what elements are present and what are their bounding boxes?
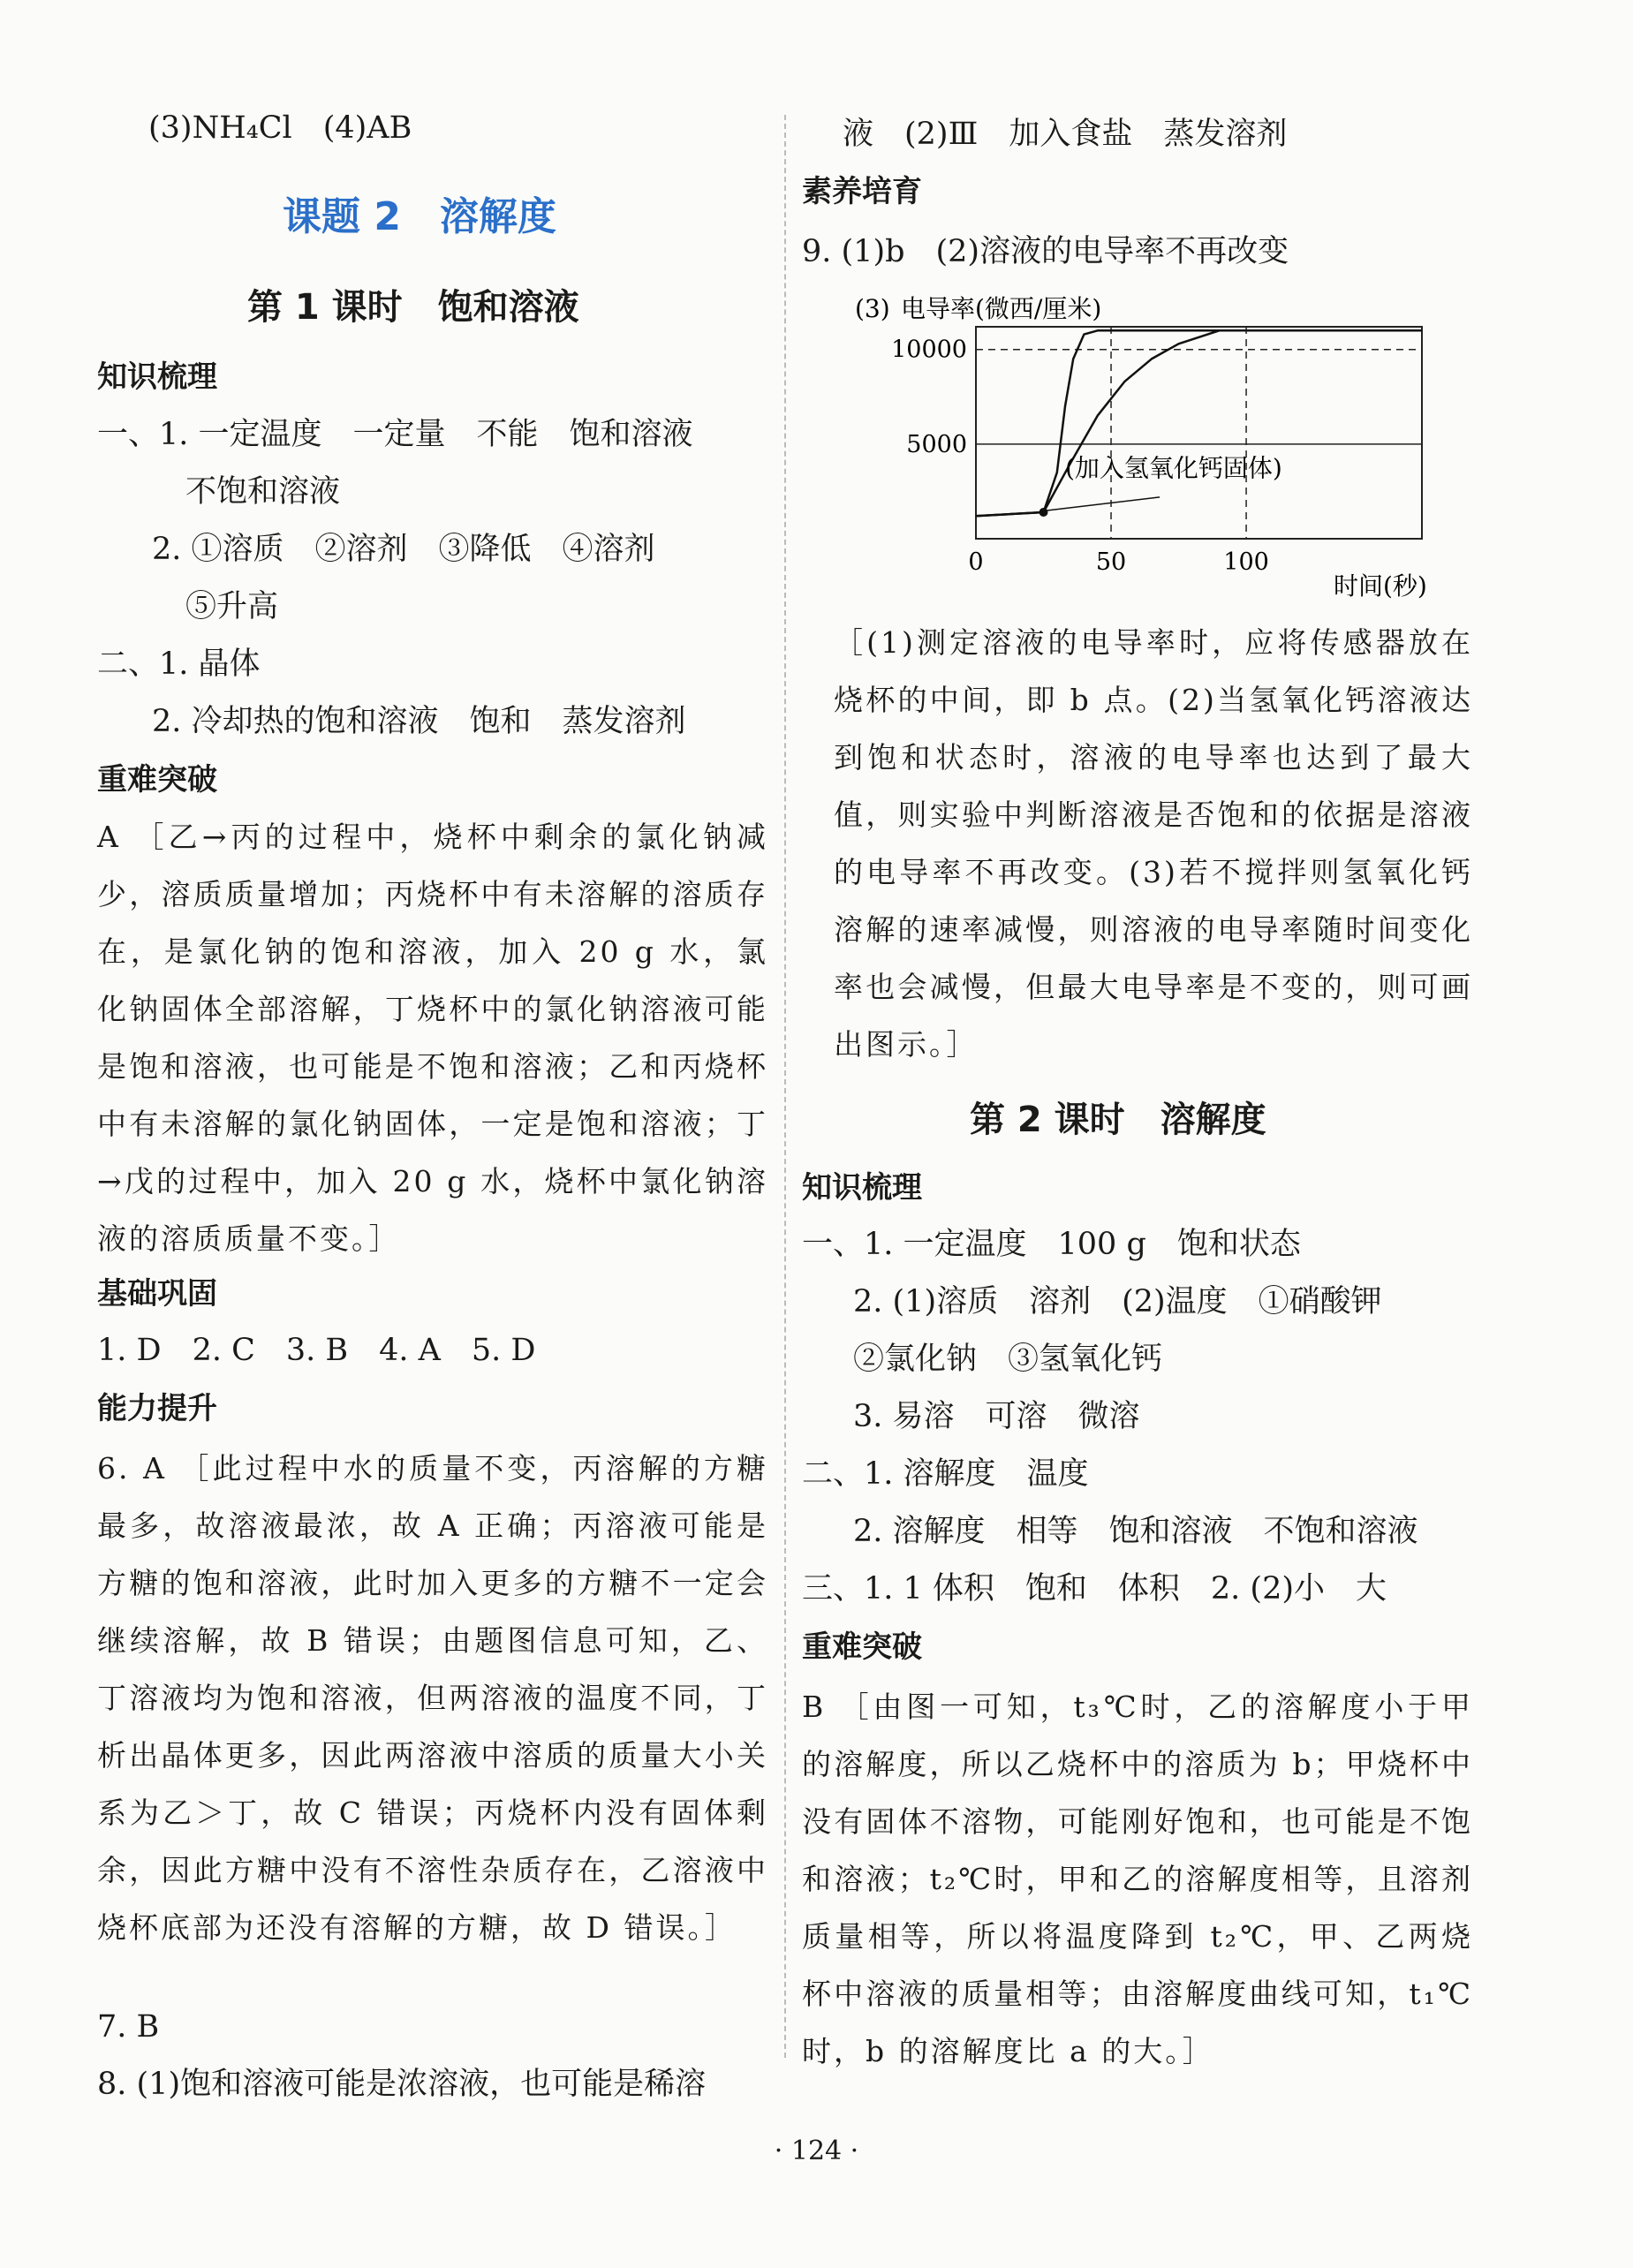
zhishi2-line: 2. 溶解度 相等 饱和溶液 不饱和溶液 [853, 1514, 1418, 1549]
zhishi2-line: 2. (1)溶质 溶剂 (2)温度 ①硝酸钾 [853, 1284, 1382, 1319]
zhishi2-line: 3. 易溶 可溶 微溶 [853, 1399, 1140, 1434]
chart-xlabel: 时间(秒) [1334, 571, 1427, 601]
zhishi-line: 2. ①溶质 ②溶剂 ③降低 ④溶剂 [152, 532, 655, 567]
zhishi2-line: 一、1. 一定温度 100 g 饱和状态 [802, 1227, 1301, 1262]
section-zhongnan: 重难突破 [97, 762, 217, 798]
section-zhongnan-2: 重难突破 [802, 1629, 922, 1665]
zhishi-line: 一、1. 一定温度 一定量 不能 饱和溶液 [97, 417, 693, 452]
add-point-marker [1040, 508, 1048, 517]
lesson-title: 课题 2 溶解度 [283, 194, 556, 239]
section-suyang: 素养培育 [802, 174, 922, 209]
zhongnan2-explanation: B ［由图一可知，t₃℃时，乙的溶解度小于甲的溶解度，所以乙烧杯中的溶质为 b；甲烧杯中没有固体不溶物，可能刚好饱和，也可能是不饱和溶液；t₂℃时，甲和乙的溶解度相等，且溶剂质量相等，所以将温度降到 t₂℃，甲、乙两烧杯中溶液的质量相等；由溶解度曲线可知，t₁℃时，b 的溶解度比 a 的大。］ [802, 1690, 1473, 2068]
series-line-stirred [976, 330, 1422, 516]
period1-title: 第 1 课时 饱和溶液 [247, 287, 579, 328]
zhishi2-line: ②氯化钠 ③氢氧化钙 [853, 1342, 1163, 1377]
zhishi2-line: 二、1. 溶解度 温度 [802, 1456, 1089, 1492]
q9-explanation: ［(1)测定溶液的电导率时，应将传感器放在烧杯的中间，即 b 点。(2)当氢氧化钙溶液达到饱和状态时，溶液的电导率也达到了最大值，则实验中判断溶液是否饱和的依据是溶液的电导率不再改变。(3)若不搅拌则氢氧化钙溶解的速率减慢，则溶液的电导率随时间变化率也会减慢，但最大电导率是不变的，则可画出图示。］ [834, 625, 1473, 1062]
x-tick-label: 100 [1223, 548, 1269, 576]
chart-ylabel: 电导率(微西/厘米) [901, 294, 1102, 323]
chart-frame [976, 327, 1422, 539]
section-zhishi: 知识梳理 [97, 359, 217, 395]
annotation-leader [1047, 497, 1160, 510]
section-jichu: 基础巩固 [97, 1276, 217, 1312]
chart-title: (3) [855, 294, 890, 323]
zhishi-line: 二、1. 晶体 [97, 646, 261, 682]
period2-title: 第 2 课时 溶解度 [970, 1100, 1266, 1140]
annotation-label: (加入氢氧化钙固体) [1065, 453, 1282, 483]
conductivity-chart-svg [830, 287, 1466, 609]
zhishi-line: ⑤升高 [185, 589, 279, 624]
zhongnan-explanation: A ［乙→丙的过程中，烧杯中剩余的氯化钠减少，溶质质量增加；丙烧杯中有未溶解的溶质存在，是氯化钠的饱和溶液，加入 20 g 水，氯化钠固体全部溶解，丁烧杯中的氯化钠溶液可能是饱和溶液，也可能是不饱和溶液；乙和丙烧杯中有未溶解的氯化钠固体，一定是饱和溶液；丁→戊的过程中，加入 20 g 水，烧杯中氯化钠溶液的溶质质量不变。］ [97, 820, 768, 1256]
q8-continued: 液 (2)Ⅲ 加入食盐 蒸发溶剂 [843, 117, 1288, 152]
conductivity-chart [830, 287, 1466, 609]
q9-answer: 9. (1)b (2)溶液的电导率不再改变 [802, 234, 1289, 269]
x-tick-label: 0 [968, 548, 984, 576]
section-nengli: 能力提升 [97, 1391, 217, 1426]
zhishi2-line: 三、1. 1 体积 饱和 体积 2. (2)小 大 [802, 1571, 1387, 1606]
q6-explanation: 6. A ［此过程中水的质量不变，丙溶解的方糖最多，故溶液最浓，故 A 正确；丙溶液可能是方糖的饱和溶液，此时加入更多的方糖不一定会继续溶解，故 B 错误；由题图信息可知，乙、丁溶液均为饱和溶液，但两溶液的温度不同，丁析出晶体更多，因此两溶液中溶质的质量大小关系为乙＞丁，故 C 错误；丙烧杯内没有固体剩余，因此方糖中没有不溶性杂质存在，乙溶液中烧杯底部为还没有溶解的方糖，故 D 错误。］ [97, 1451, 768, 1945]
q7-answer: 7. B [97, 2009, 160, 2045]
answer-3-4: (3)NH₄Cl (4)AB [148, 110, 412, 146]
y-tick-label: 10000 [891, 336, 967, 364]
x-tick-label: 50 [1095, 548, 1127, 576]
jichu-answers: 1. D 2. C 3. B 4. A 5. D [97, 1333, 536, 1368]
section-zhishi-2: 知识梳理 [802, 1170, 922, 1206]
q8-answer: 8. (1)饱和溶液可能是浓溶液，也可能是稀溶 [97, 2067, 707, 2102]
zhishi-line: 不饱和溶液 [185, 474, 341, 510]
column-divider [784, 115, 786, 2058]
y-tick-label: 5000 [906, 430, 967, 458]
series-line-unstirred [976, 330, 1422, 516]
page-number: · 124 · [774, 2136, 859, 2166]
zhishi-line: 2. 冷却热的饱和溶液 饱和 蒸发溶剂 [152, 704, 686, 739]
